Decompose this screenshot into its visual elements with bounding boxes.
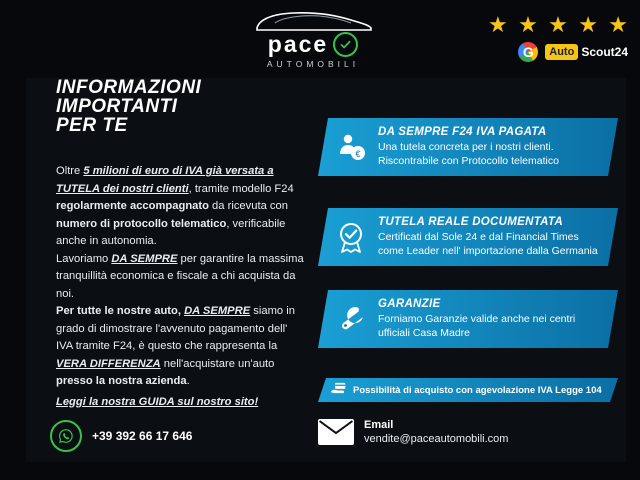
email-contact[interactable] (318, 418, 508, 446)
copy-text: siamo in grado di dimostrare l'avvenuto pagamento dell' IVA tramite F24, è questo che rappresenta la (56, 305, 295, 352)
whatsapp-contact[interactable] (50, 420, 192, 452)
brand-name: pace (267, 30, 329, 57)
copy-text: , tramite modello F24 (188, 182, 294, 195)
copy-emphasis: DA SEMPRE (184, 305, 251, 317)
phone-number[interactable]: +39 392 66 17 646 (92, 429, 193, 443)
svg-text:€: € (355, 149, 361, 159)
copy-text: da ricevuta con (208, 200, 288, 212)
star-icon: ★ (518, 12, 538, 37)
copy-emphasis: Per tutte le nostre auto, (56, 305, 185, 317)
card-line-1: Una tutela concreta per i nostri clienti. (378, 141, 554, 153)
right-border-strip (626, 78, 640, 462)
star-icon: ★ (548, 12, 568, 37)
card-title: GARANZIE (378, 298, 441, 310)
star-icon: ★ (488, 12, 508, 37)
feature-card-garanzie (318, 290, 618, 348)
guide-link-text[interactable]: Leggi la nostra GUIDA sul nostro sito! (56, 395, 259, 408)
copy-emphasis: presso la nostra azienda (56, 375, 187, 387)
star-icon: ★ (578, 12, 598, 37)
page-title (56, 78, 356, 135)
copy-emphasis: numero di protocollo telematico (56, 217, 227, 230)
card-line-1: Forniamo Garanzie valide anche nei centri (378, 313, 576, 325)
brand-subtitle: AUTOMOBILI (266, 58, 360, 69)
copy-text: nell'acquistare un'auto (160, 357, 275, 370)
card-title: DA SEMPRE F24 IVA PAGATA (378, 126, 547, 138)
green-check-icon (333, 32, 358, 57)
copy-emphasis: DA SEMPRE (111, 252, 178, 265)
email-label: Email (364, 419, 394, 431)
star-icon: ★ (608, 12, 628, 37)
body-copy (56, 163, 304, 411)
certificate-badge-icon (330, 216, 372, 258)
car-silhouette-icon (253, 10, 373, 32)
copy-text: , verificabile anche in autonomia. (56, 217, 286, 247)
headline-line-2: IMPORTANTI (56, 96, 178, 117)
card-line-1: Certificati dal Sole 24 e dal Financial Times (378, 231, 579, 243)
bottom-border-strip (0, 462, 640, 480)
copy-emphasis: 5 milioni di euro di IVA già versata a TUTELA dei nostri clienti (56, 165, 274, 195)
envelope-icon (318, 419, 354, 445)
copy-paragraph-2 (56, 251, 304, 304)
headline-line-1: INFORMAZIONI (56, 77, 202, 98)
copy-text: Oltre (56, 165, 84, 177)
copy-text: . (186, 375, 190, 387)
card-line-2: come Leader nell' importazione dalla Germania (378, 245, 598, 257)
autoscout-scout-label: Scout24 (581, 45, 628, 59)
hand-card-icon (330, 381, 347, 400)
review-sources (518, 42, 628, 62)
feature-card-f24 (318, 118, 618, 176)
copy-text: Lavoriamo (56, 252, 112, 265)
brand-logo (228, 6, 398, 72)
google-g-icon (518, 42, 538, 62)
copy-text: per garantire la massima tranquillità economica e fiscale a chi acquista da noi. (56, 252, 304, 300)
autoscout24-logo (545, 44, 628, 60)
card-title: TUTELA REALE DOCUMENTATA (378, 216, 564, 228)
copy-paragraph-3 (56, 303, 304, 391)
headline-line-3: PER TE (56, 115, 128, 136)
user-euro-shield-icon (330, 126, 372, 168)
email-address[interactable]: vendite@paceautomobili.com (364, 433, 509, 445)
copy-emphasis: regolarmente accompagnato (56, 200, 209, 212)
left-border-strip (0, 78, 26, 462)
header-bar (0, 0, 640, 78)
wrench-icon (330, 298, 372, 340)
feature-card-tutela (318, 208, 618, 266)
copy-paragraph-4 (56, 394, 304, 412)
copy-emphasis: VERA DIFFERENZA (56, 357, 161, 370)
star-rating (488, 14, 628, 36)
whatsapp-icon (50, 420, 82, 452)
card-line-2: ufficiali Casa Madre (378, 327, 471, 339)
autoscout-auto-label: Auto (545, 44, 578, 60)
promo-label: Possibilità di acquisto con agevolazione IVA Legge 104 (353, 384, 602, 396)
card-line-2: Riscontrabile con Protocollo telematico (378, 155, 559, 167)
promo-banner-legge104 (318, 378, 618, 402)
copy-paragraph-1 (56, 163, 304, 251)
